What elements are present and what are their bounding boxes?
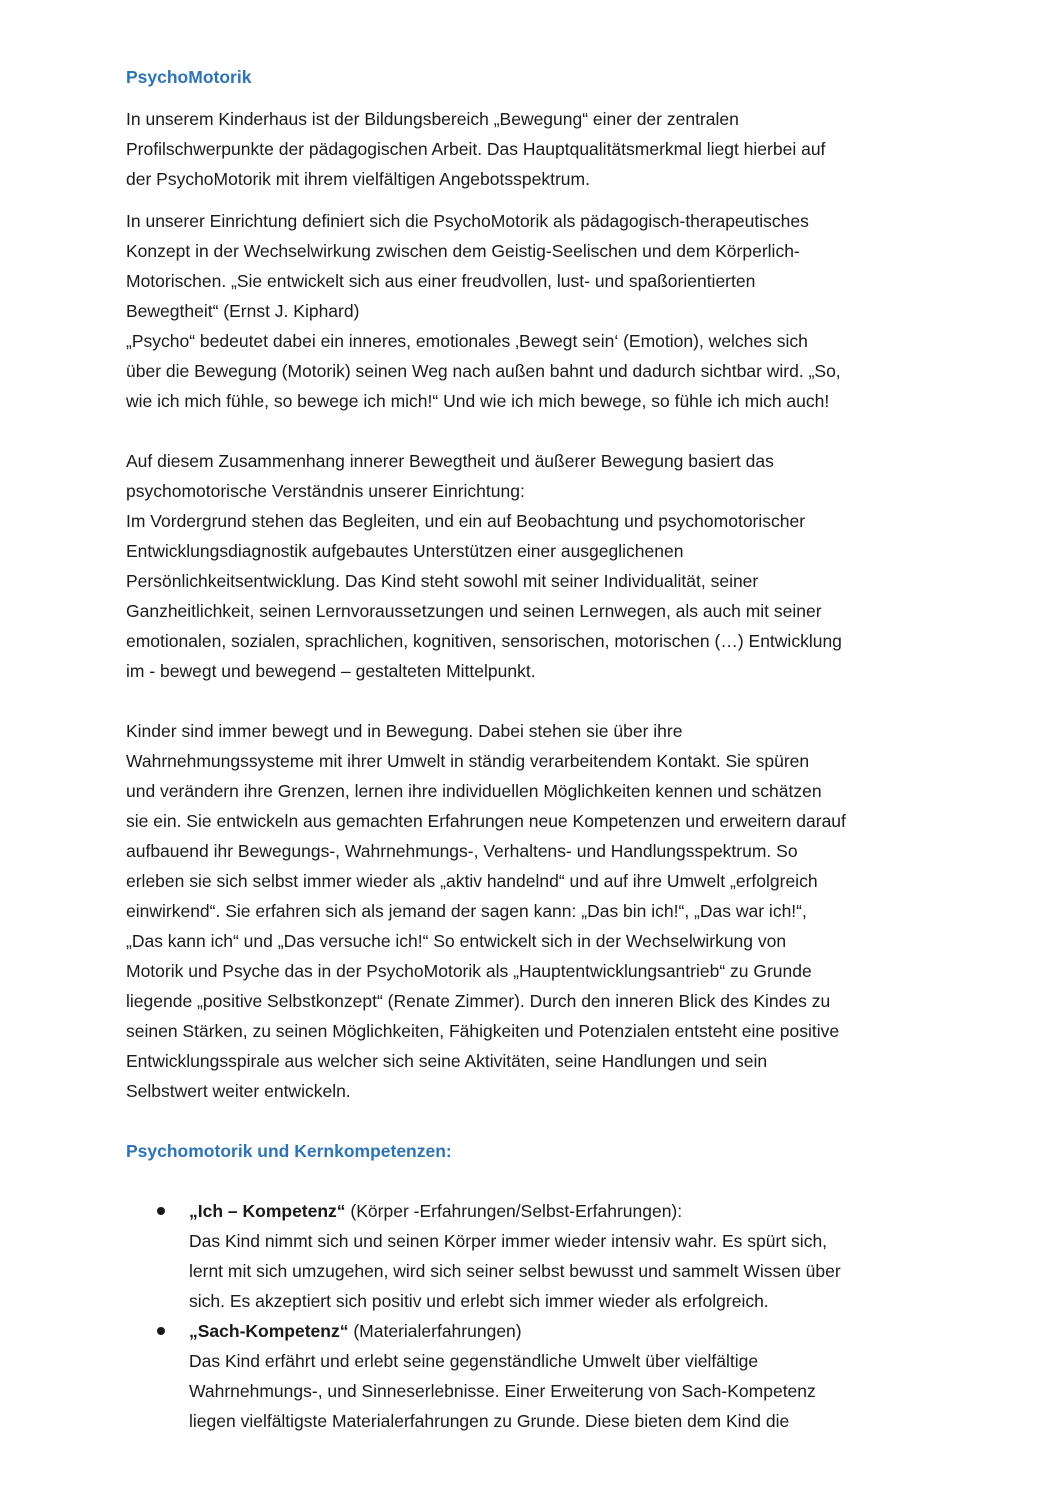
text-line: und verändern ihre Grenzen, lernen ihre individuellen Möglichkeiten kennen und schätzen (126, 781, 822, 801)
text-line: im - bewegt und bewegend – gestalteten Mittelpunkt. (126, 661, 536, 681)
text-line: In unserer Einrichtung definiert sich die PsychoMotorik als pädagogisch-therapeutisches (126, 211, 809, 231)
text-line: liegen vielfältigste Materialerfahrungen zu Grunde. Diese bieten dem Kind die (189, 1411, 790, 1431)
text-line: einwirkend“. Sie erfahren sich als jemand der sagen kann: „Das bin ich!“, „Das war ich!“, (126, 901, 807, 921)
list-item-sach-kompetenz (126, 1316, 926, 1436)
text-line: Das Kind nimmt sich und seinen Körper immer wieder intensiv wahr. Es spürt sich, (189, 1231, 828, 1251)
text-line: Motorik und Psyche das in der PsychoMotorik als „Hauptentwicklungsantrieb“ zu Grunde (126, 961, 812, 981)
text-line: „Das kann ich“ und „Das versuche ich!“ So entwickelt sich in der Wechselwirkung von (126, 931, 787, 951)
text-line: Entwicklungsspirale aus welcher sich seine Aktivitäten, seine Handlungen und sein (126, 1051, 768, 1071)
text-line: Das Kind erfährt und erlebt seine gegenständliche Umwelt über vielfältige (189, 1351, 759, 1371)
text-line: aufbauend ihr Bewegungs-, Wahrnehmungs-, Verhaltens- und Handlungsspektrum. So (126, 841, 798, 861)
text-line: Wahrnehmungs-, und Sinneserlebnisse. Einer Erweiterung von Sach-Kompetenz (189, 1381, 816, 1401)
text-line: seinen Stärken, zu seinen Möglichkeiten, Fähigkeiten und Potenzialen entsteht eine positive (126, 1021, 840, 1041)
text-line: Bewegtheit“ (Ernst J. Kiphard) (126, 301, 360, 321)
section-heading-psychomotorik: PsychoMotorik (126, 67, 252, 87)
text-line: sich. Es akzeptiert sich positiv und erlebt sich immer wieder als erfolgreich. (189, 1291, 769, 1311)
text-line: Auf diesem Zusammenhang innerer Bewegtheit und äußerer Bewegung basiert das (126, 451, 774, 471)
text-line: Im Vordergrund stehen das Begleiten, und ein auf Beobachtung und psychomotorischer (126, 511, 806, 531)
text-line: Selbstwert weiter entwickeln. (126, 1081, 351, 1101)
text-line: Konzept in der Wechselwirkung zwischen dem Geistig-Seelischen und dem Körperlich- (126, 241, 800, 261)
list-item-heading (189, 1316, 926, 1346)
section-heading-kernkompetenzen: Psychomotorik und Kernkompetenzen: (126, 1141, 452, 1161)
text-line: emotionalen, sozialen, sprachlichen, kognitiven, sensorischen, motorischen (…) Entwicklung (126, 631, 842, 651)
paragraph-definition (126, 206, 926, 416)
competence-list (126, 1196, 926, 1436)
document-page (126, 62, 926, 1436)
text-line: Motorischen. „Sie entwickelt sich aus einer freudvollen, lust- und spaßorientierten (126, 271, 756, 291)
text-line: „Psycho“ bedeutet dabei ein inneres, emotionales ‚Bewegt sein‘ (Emotion), welches sich (126, 331, 808, 351)
list-item-ich-kompetenz (126, 1196, 926, 1316)
list-item-subtitle: (Körper -Erfahrungen/Selbst-Erfahrungen): (345, 1201, 683, 1221)
list-item-title: „Sach-Kompetenz“ (189, 1321, 349, 1341)
list-item-subtitle: (Materialerfahrungen) (348, 1321, 522, 1341)
text-line: Entwicklungsdiagnostik aufgebautes Unterstützen einer ausgeglichenen (126, 541, 684, 561)
text-line: Profilschwerpunkte der pädagogischen Arbeit. Das Hauptqualitätsmerkmal liegt hierbei auf (126, 139, 826, 159)
text-line: lernt mit sich umzugehen, wird sich seiner selbst bewusst und sammelt Wissen über (189, 1261, 841, 1281)
text-line: In unserem Kinderhaus ist der Bildungsbereich „Bewegung“ einer der zentralen (126, 109, 739, 129)
text-line: wie ich mich fühle, so bewege ich mich!“ Und wie ich mich bewege, so fühle ich mich auch! (126, 391, 830, 411)
text-line: der PsychoMotorik mit ihrem vielfältigen Angebotsspektrum. (126, 169, 590, 189)
bullet-icon (157, 1207, 165, 1215)
paragraph-intro (126, 104, 926, 194)
paragraph-children (126, 716, 926, 1106)
text-line: Persönlichkeitsentwicklung. Das Kind steht sowohl mit seiner Individualität, seiner (126, 571, 759, 591)
list-item-title: „Ich – Kompetenz“ (189, 1201, 346, 1221)
text-line: Wahrnehmungssysteme mit ihrer Umwelt in ständig verarbeitendem Kontakt. Sie spüren (126, 751, 810, 771)
text-line: liegende „positive Selbstkonzept“ (Renate Zimmer). Durch den inneren Blick des Kindes zu (126, 991, 831, 1011)
text-line: Kinder sind immer bewegt und in Bewegung. Dabei stehen sie über ihre (126, 721, 683, 741)
text-line: Ganzheitlichkeit, seinen Lernvoraussetzungen und seinen Lernwegen, als auch mit seiner (126, 601, 822, 621)
text-line: erleben sie sich selbst immer wieder als „aktiv handelnd“ und auf ihre Umwelt „erfolgreich (126, 871, 818, 891)
text-line: über die Bewegung (Motorik) seinen Weg nach außen bahnt und dadurch sichtbar wird. „So, (126, 361, 841, 381)
paragraph-understanding (126, 446, 926, 686)
text-line: psychomotorische Verständnis unserer Einrichtung: (126, 481, 525, 501)
text-line: sie ein. Sie entwickeln aus gemachten Erfahrungen neue Kompetenzen und erweitern darauf (126, 811, 846, 831)
list-item-heading (189, 1196, 926, 1226)
bullet-icon (157, 1327, 165, 1335)
